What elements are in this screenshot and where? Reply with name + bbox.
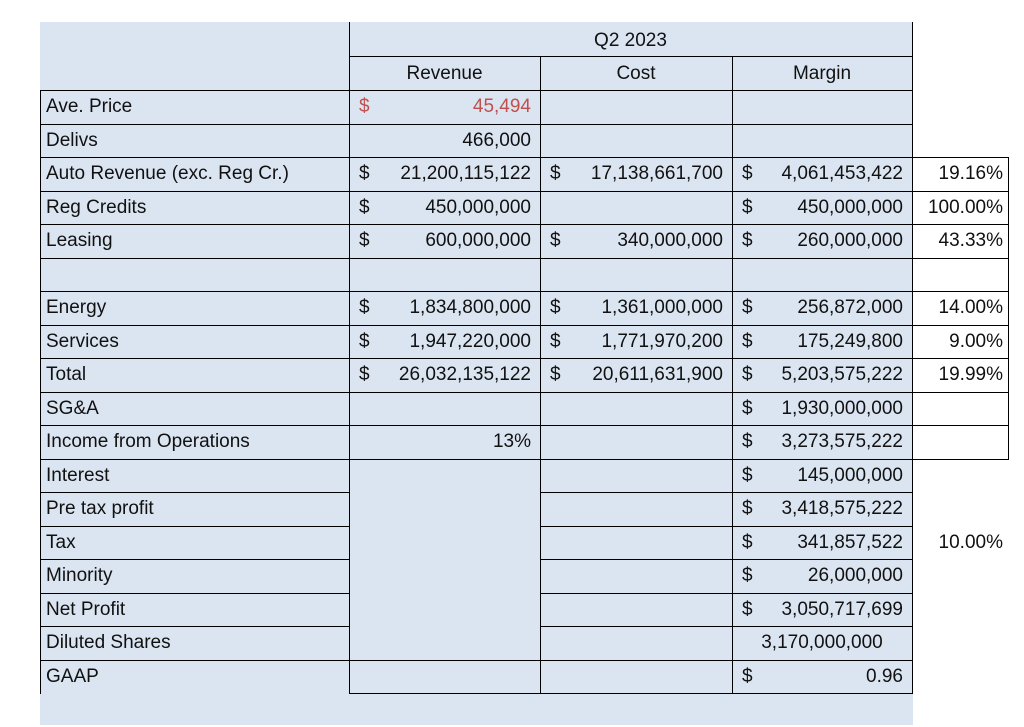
- currency-symbol: $: [742, 565, 753, 586]
- grid-line: [732, 56, 733, 91]
- row-label: Tax: [46, 531, 76, 553]
- row-label: Income from Operations: [46, 431, 250, 452]
- cost-cell: [540, 325, 732, 358]
- cell-value: 450,000,000: [797, 196, 903, 218]
- cost-cell: [540, 224, 732, 257]
- grid-line: [540, 90, 541, 694]
- row-label: Ave. Price: [46, 96, 133, 117]
- margin-cell: [732, 660, 912, 693]
- revenue-cell: [349, 157, 540, 190]
- currency-symbol: $: [742, 196, 753, 218]
- cell-value: 20,611,631,900: [592, 364, 723, 385]
- cell-value: 3,418,575,222: [781, 498, 903, 519]
- grid-line: [40, 258, 913, 259]
- cell-value: 260,000,000: [797, 230, 903, 251]
- grid-line: [40, 392, 913, 393]
- cell-value: 3,050,717,699: [781, 598, 903, 620]
- cell-value: 450,000,000: [425, 196, 531, 218]
- margin-cell: [732, 224, 912, 257]
- margin-cell: [732, 358, 912, 391]
- cost-cell: [540, 291, 732, 324]
- currency-symbol: $: [742, 498, 753, 519]
- margin-cell: [732, 157, 912, 190]
- row-label: Net Profit: [46, 598, 126, 620]
- margin-cell: [732, 291, 912, 324]
- currency-symbol: $: [742, 397, 753, 419]
- grid-line: [349, 56, 913, 57]
- currency-symbol: $: [742, 531, 753, 553]
- row-label: Services: [46, 330, 119, 352]
- revenue-cell: [349, 191, 540, 224]
- currency-symbol: $: [359, 330, 370, 352]
- grid-line: [40, 626, 350, 627]
- margin-percent-cell: 43.33%: [938, 230, 1003, 251]
- cell-value: 600,000,000: [425, 230, 531, 251]
- column-header-revenue: Revenue: [406, 63, 483, 84]
- margin-percent-cell: 14.00%: [938, 297, 1003, 318]
- grid-line: [40, 157, 913, 158]
- grid-line: [40, 90, 41, 694]
- column-header-margin: Margin: [792, 63, 852, 84]
- grid-line: [540, 56, 541, 91]
- margin-percent-cell: 10.00%: [938, 531, 1003, 553]
- cell-value: 21,200,115,122: [400, 163, 531, 184]
- grid-line: [40, 459, 913, 460]
- margin-cell: [732, 392, 912, 425]
- grid-line: [40, 425, 913, 426]
- currency-symbol: $: [742, 297, 753, 318]
- grid-line: [732, 90, 733, 694]
- row-label: SG&A: [46, 397, 99, 419]
- currency-symbol: $: [359, 96, 370, 117]
- grid-line: [540, 593, 913, 594]
- grid-line: [40, 191, 913, 192]
- currency-symbol: $: [742, 330, 753, 352]
- cell-value: 256,872,000: [797, 297, 903, 318]
- row-label: Pre tax profit: [46, 498, 154, 519]
- row-label: Interest: [46, 464, 110, 486]
- grid-line: [912, 425, 1009, 426]
- margin-percent-cell: 9.00%: [949, 330, 1003, 352]
- cell-value: 1,834,800,000: [409, 297, 531, 318]
- cell-value: 1,947,220,000: [409, 330, 531, 352]
- cell-value: 340,000,000: [617, 230, 723, 251]
- margin-cell: [732, 459, 912, 492]
- grid-line: [912, 224, 1009, 225]
- margin-percent-cell: 100.00%: [927, 196, 1003, 218]
- currency-symbol: $: [742, 364, 753, 385]
- currency-symbol: $: [550, 330, 561, 352]
- cell-value: 26,032,135,122: [398, 364, 531, 385]
- currency-symbol: $: [550, 364, 561, 385]
- row-label: GAAP: [46, 665, 99, 687]
- grid-line: [912, 325, 1009, 326]
- cell-value: 17,138,661,700: [590, 163, 723, 184]
- cell-value: 1,361,000,000: [601, 297, 723, 318]
- period-header: Q2 2023: [594, 30, 667, 51]
- grid-line: [540, 559, 913, 560]
- cell-value: 341,857,522: [797, 531, 903, 553]
- currency-symbol: $: [742, 598, 753, 620]
- margin-cell: 3,170,000,000: [761, 632, 883, 653]
- row-label: Reg Credits: [46, 196, 147, 218]
- grid-line: [40, 559, 350, 560]
- grid-line: [40, 224, 913, 225]
- currency-symbol: $: [550, 297, 561, 318]
- margin-cell: [732, 593, 912, 626]
- grid-line: [40, 593, 350, 594]
- revenue-cell: 466,000: [462, 129, 531, 151]
- grid-line: [912, 157, 1009, 158]
- margin-percent-cell: 19.16%: [938, 163, 1003, 184]
- revenue-cell: [349, 325, 540, 358]
- margin-percent-cell: 19.99%: [938, 364, 1003, 385]
- currency-symbol: $: [359, 297, 370, 318]
- currency-symbol: $: [742, 230, 753, 251]
- grid-line: [349, 22, 350, 91]
- row-label: Minority: [46, 565, 113, 586]
- currency-symbol: $: [359, 230, 370, 251]
- cost-cell: [540, 157, 732, 190]
- row-label: Energy: [46, 297, 107, 318]
- currency-symbol: $: [742, 431, 753, 452]
- currency-symbol: $: [550, 163, 561, 184]
- margin-cell: [732, 492, 912, 525]
- currency-symbol: $: [742, 464, 753, 486]
- currency-symbol: $: [359, 364, 370, 385]
- cell-value: 175,249,800: [797, 330, 903, 352]
- margin-cell: [732, 526, 912, 559]
- currency-symbol: $: [359, 196, 370, 218]
- cell-value: 0.96: [866, 665, 903, 687]
- currency-symbol: $: [550, 230, 561, 251]
- grid-line: [1008, 157, 1009, 460]
- revenue-cell: [349, 291, 540, 324]
- cost-cell: [540, 358, 732, 391]
- row-label: Delivs: [46, 129, 98, 151]
- grid-line: [349, 660, 541, 661]
- grid-line: [540, 693, 913, 694]
- cell-value: 145,000,000: [797, 464, 903, 486]
- row-label: [40, 258, 349, 291]
- grid-line: [912, 191, 1009, 192]
- grid-line: [40, 660, 350, 661]
- cell-value: 45,494: [472, 96, 531, 117]
- grid-line: [540, 626, 913, 627]
- currency-symbol: $: [359, 163, 370, 184]
- grid-line: [912, 459, 1009, 460]
- grid-line: [540, 492, 913, 493]
- grid-line: [540, 526, 913, 527]
- grid-line: [40, 124, 913, 125]
- revenue-cell: [349, 90, 540, 123]
- row-label: Total: [46, 364, 87, 385]
- cell-value: 5,203,575,222: [781, 364, 903, 385]
- grid-line: [40, 526, 350, 527]
- row-label: Leasing: [46, 230, 113, 251]
- grid-line: [912, 392, 1009, 393]
- currency-symbol: $: [742, 665, 753, 687]
- column-header-cost: Cost: [616, 63, 656, 84]
- grid-line: [912, 22, 913, 91]
- row-label: Auto Revenue (exc. Reg Cr.): [46, 163, 289, 184]
- cell-value: 3,273,575,222: [781, 431, 903, 452]
- grid-line: [40, 358, 913, 359]
- cell-value: 4,061,453,422: [781, 163, 903, 184]
- margin-cell: [732, 559, 912, 592]
- grid-line: [912, 358, 1009, 359]
- margin-cell: [732, 425, 912, 458]
- margin-cell: [732, 191, 912, 224]
- grid-line: [40, 492, 350, 493]
- margin-cell: [732, 325, 912, 358]
- grid-line: [349, 693, 541, 694]
- grid-line: [912, 258, 1009, 259]
- grid-line: [912, 291, 1009, 292]
- revenue-cell: 13%: [492, 431, 531, 452]
- row-label: Diluted Shares: [46, 632, 171, 653]
- grid-line: [40, 291, 913, 292]
- grid-line: [40, 90, 913, 91]
- cell-value: 26,000,000: [807, 565, 903, 586]
- revenue-cell: [349, 358, 540, 391]
- grid-line: [349, 90, 350, 694]
- currency-symbol: $: [742, 163, 753, 184]
- cell-value: 1,930,000,000: [781, 397, 903, 419]
- grid-line: [40, 325, 913, 326]
- cell-value: 1,771,970,200: [601, 330, 723, 352]
- grid-line: [540, 660, 913, 661]
- revenue-cell: [349, 224, 540, 257]
